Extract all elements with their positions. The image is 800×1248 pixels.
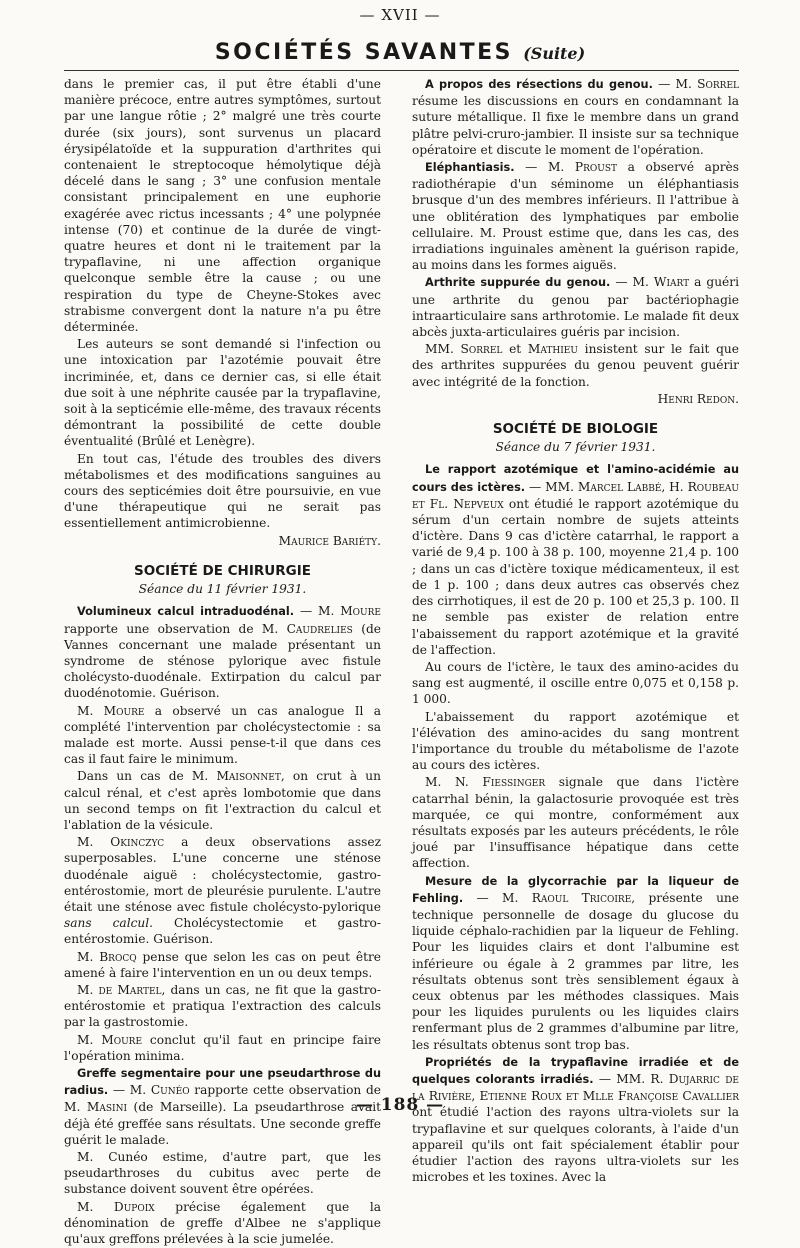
- signature-redon: Henri Redon.: [657, 391, 739, 406]
- paragraph-calcul: [64, 603, 381, 701]
- section-date-chirurgie: Séance du 11 février 1931.: [138, 582, 307, 597]
- section-date-biologie: Séance du 7 février 1931.: [495, 440, 656, 455]
- heading-greffe: Greffe segmentaire pour une pseudarthrose du radius.: [64, 1066, 381, 1098]
- paragraph-okinczyc: [64, 834, 381, 947]
- text: signale que dans l'ictère catarrhal bénin, la galactosurie provoquée est très marquée, ce qui montre, conformément aux résultats exposés par les auteurs précédents, le rôle joué par l'insuffisance hépatique dans cette affection.: [412, 775, 739, 871]
- paragraph-martel: [64, 982, 381, 1031]
- author-name: Proust: [574, 160, 618, 175]
- page-number: — 188 —: [355, 1095, 445, 1115]
- text: — MM.: [593, 1071, 651, 1086]
- paragraph-intro: dans le premier cas, il put être établi d'une manière précoce, entre autres symptômes, surtout par une langue rôtie ; 2° malgré une très courte durée (six jours), sont survenus un placard érysipélatoïde et la suppuration d'arthrites qui contenaient le streptocoque hémolytique déjà décelé dans le sang ; 3° une confusion mentale consistant principalement en une euphorie exagérée avec rictus incessants ; 4° une polypnée intense (70) et continue de la durée de vingt-quatre heures et dont ni le traitement par la trypaflavine, ni une affection organique quelconque semble être la cause ; ou une respiration du type de Cheyne-Stokes avec strabisme convergent dont la nature n'a pu être déterminée.: [64, 77, 381, 335]
- signature-bariety: Maurice Bariéty.: [278, 533, 381, 548]
- paragraph-amino: Au cours de l'ictère, le taux des amino-acides du sang est augmenté, il oscille entre 0,075 et 0,158 p. 1 000.: [412, 659, 739, 707]
- paragraph-en-tout-cas: En tout cas, l'étude des troubles des divers métabolismes et des modifications sanguines au cours des septicémies doit être poursuivie, en vue d'une thérapeutique qui ne serait pas essentiellement antimicrobienne.: [64, 451, 381, 531]
- text: — M.: [610, 275, 654, 290]
- author-name: Maisonnet: [216, 769, 281, 784]
- text: — M.: [463, 890, 532, 905]
- text: a guéri une arthrite du genou par bactériophagie intraarticulaire sans arthrotomie. Le malade fit deux abcès juxta-articulaires guéris par incision.: [412, 275, 739, 340]
- title-suffix: (Suite): [523, 44, 586, 63]
- page-title: [0, 40, 800, 65]
- text: précise également que la dénomination de greffe d'Albee ne s'applique qu'aux greffons prélevées à la scie jumelée.: [64, 1199, 382, 1247]
- text: (de Marseille). La pseudarthrose avait déjà été greffée sans résultats. Une seconde greffe guérit le malade.: [64, 1100, 381, 1147]
- text: — M.: [108, 1083, 151, 1098]
- left-column: [64, 76, 381, 1248]
- author-name: M. Dupoix: [77, 1199, 155, 1214]
- paragraph-glycorrachie: [412, 873, 739, 1053]
- text: , présente une technique personnelle de dosage du glucose du liquide céphalo-rachidien par la liqueur de Fehling. Pour les liquides clairs et dont l'albumine est inférieure ou égale à 2 grammes par litre, les résultats obtenus sont très sensiblement égaux à ceux obtenus par les méthodes classiques. Mais pour les liquides purulents ou les liquides clairs renfermant plus de 2 grammes d'albumine par litre, les résultats obtenus sont trop bas.: [412, 890, 739, 1052]
- text: MM.: [425, 342, 461, 357]
- heading-calcul: Volumineux calcul intraduodénal.: [77, 605, 295, 619]
- author-name: Masini: [86, 1100, 128, 1115]
- author-name: M. Moure: [77, 703, 145, 718]
- paragraph-auteurs: Les auteurs se sont demandé si l'infection ou une intoxication par l'azotémie pouvait être incriminée, et, dans ce dernier cas, si elle était due soit à une néphrite causée par la trypaflavine, soit à la septicémie elle-même, des travaux récents démontrant la possibilité de cette double éventualité (Brûlé et Lenègre).: [64, 337, 381, 449]
- author-name: Caudrelies: [286, 621, 353, 636]
- author-name: Sorrel: [460, 342, 503, 357]
- text: conclut qu'il faut en principe faire l'opération minima.: [64, 1032, 381, 1063]
- paragraph-moure-conclut: [64, 1032, 381, 1064]
- text: — M.: [294, 604, 341, 619]
- right-column: [412, 76, 739, 1186]
- text: , on crut à un calcul rénal, et c'est après lombotomie que dans un second temps on fit l'extraction du calcul et l'ablation de la vésicule.: [64, 769, 381, 832]
- paragraph-fiessinger: [412, 774, 739, 871]
- paragraph-moure: [64, 703, 381, 768]
- author-name: Mathieu: [527, 342, 578, 357]
- paragraph-dupoix: [64, 1199, 381, 1248]
- text: (de Vannes concernant une malade présentant un syndrome de sténose pylorique avec fistule cholécysto-duodénale. Extirpation du calcul par duodénotomie. Guérison.: [64, 621, 381, 701]
- paragraph-arthrite: [412, 274, 739, 340]
- emphasis: sans calcul: [64, 916, 150, 931]
- text: Dans un cas de M.: [77, 769, 217, 784]
- header-rule: [64, 70, 739, 71]
- text: — M.: [514, 160, 575, 175]
- paragraph-elephantiasis: [412, 159, 739, 273]
- text: — MM.: [525, 479, 578, 494]
- author-name: M. Moure: [77, 1032, 143, 1047]
- paragraph-maisonnet: [64, 768, 381, 833]
- heading-arthrite: Arthrite suppurée du genou.: [425, 276, 611, 290]
- text: et: [502, 342, 528, 357]
- text: ont étudié le rapport azotémique du sérum d'un certain nombre de sujets atteints d'ictère. Dans 9 cas d'ictère catarrhal, le rapport a varié de 9,4 p. 100 à 38 p. 100, moyenne 21,4 p. 100 ; dans un cas d'ictère toxique médicamenteux, il est de 1 p. 100 ; dans deux autres cas observés chez des cirrhotiques, il est de 20 p. 100 et 25,3 p. 100. Il ne semble pas exister de relation entre l'abaissement du rapport azotémique et la gravité de l'affection.: [412, 496, 740, 657]
- author-name: Marcel Labbé, H. Roubeau et Fl. Nepveux: [412, 479, 740, 511]
- text: pense que selon les cas on peut être amené à faire l'intervention en un ou deux temps.: [64, 949, 382, 980]
- heading-elephantiasis: Eléphantiasis.: [425, 161, 515, 175]
- text: résume les discussions en cours en condamnant la suture métallique. Il fixe le membre dans un grand plâtre pelvi-cruro-jambier. Il insiste sur sa technique opératoire et discute le moment de l'opération.: [412, 94, 739, 157]
- section-title-biologie: SOCIÉTÉ DE BIOLOGIE: [492, 421, 659, 438]
- author-name: M. Okinczyc: [77, 835, 165, 850]
- author-name: M. de Martel: [77, 982, 162, 997]
- section-title-chirurgie: SOCIÉTÉ DE CHIRURGIE: [134, 562, 311, 579]
- heading-glycorrachie: Mesure de la glycorrachie par la liqueur de Fehling.: [412, 874, 739, 905]
- paragraph-trypaflavine: [412, 1054, 739, 1186]
- author-name: M. N. Fiessinger: [425, 775, 546, 790]
- author-name: R. Dujarric de la Rivière, Etienne Roux et Mlle Françoise Cavallier: [412, 1071, 739, 1104]
- paragraph-resections: [412, 76, 739, 158]
- paragraph-sorrel-mathieu: [412, 341, 739, 390]
- text: a observé après radiothérapie d'un séminome un éléphantiasis brusque d'un des membres inférieurs. Il l'attribue à une oblitération des lymphatiques par embolie cellulaire. M. Proust estime que, dans les cas, des irradiations inguinales amènent la guérison rapide, au moins dans les formes aiguës.: [412, 160, 739, 273]
- author-name: Sorrel: [697, 77, 739, 91]
- author-name: Wiart: [653, 275, 690, 290]
- heading-trypaflavine: Propriétés de la trypaflavine irradiée et de quelques colorants irradiés.: [412, 1055, 739, 1086]
- author-name: Raoul Tricoire: [531, 890, 632, 905]
- text: a deux observations assez superposables. L'une concerne une sténose duodénale aiguë : cholécystectomie, gastro-entérostomie, mort de pleurésie purulente. L'autre était une sténose avec fistule cholécysto-pylorique: [64, 835, 381, 914]
- heading-rapport: Le rapport azotémique et l'amino-acidémie au cours des ictères.: [412, 463, 739, 494]
- author-name: M. Brocq: [77, 949, 137, 964]
- text: . Cholécystectomie et gastro-entérostomie. Guérison.: [64, 916, 381, 947]
- paragraph-brocq: [64, 949, 381, 981]
- text: insistent sur le fait que des arthrites suppurées du genou peuvent guérir avec intégrité de la fonction.: [412, 342, 739, 389]
- text: ont étudié l'action des rayons ultra-violets sur la trypaflavine et sur quelques colorants, à l'aide d'un appareil qu'ils ont fait spécialement établir pour étudier l'action des rayons ultra-violets sur les microbes et les toxines. Avec la: [412, 1105, 739, 1185]
- author-name: Moure: [340, 604, 381, 619]
- roman-page-number: — XVII —: [359, 6, 441, 24]
- title-main: SOCIÉTÉS SAVANTES: [214, 40, 514, 65]
- text: rapporte cette observation de M.: [64, 1083, 381, 1115]
- author-name: Cunéo: [150, 1083, 190, 1098]
- text: , dans un cas, ne fit que la gastro-entérostomie et pratiqua l'extraction des calculs par la gastrostomie.: [64, 982, 381, 1030]
- text: a observé un cas analogue Il a complété l'intervention par cholécystectomie : sa malade est morte. Aussi pense-t-il que dans ces cas il faut faire le minimum.: [64, 703, 381, 767]
- paragraph-rapport-azotemique: [412, 461, 739, 657]
- paragraph-cuneo: M. Cunéo estime, d'autre part, que les pseudarthroses du cubitus avec perte de substance doivent souvent être opérées.: [64, 1150, 381, 1197]
- heading-resections: A propos des résections du genou.: [425, 78, 653, 91]
- paragraph-abaissement: L'abaissement du rapport azotémique et l'élévation des amino-acides du sang montrent l'importance du trouble du métabolisme de l'azote au cours des ictères.: [412, 709, 739, 773]
- text: rapporte une observation de M.: [64, 621, 287, 636]
- text: — M.: [652, 77, 698, 91]
